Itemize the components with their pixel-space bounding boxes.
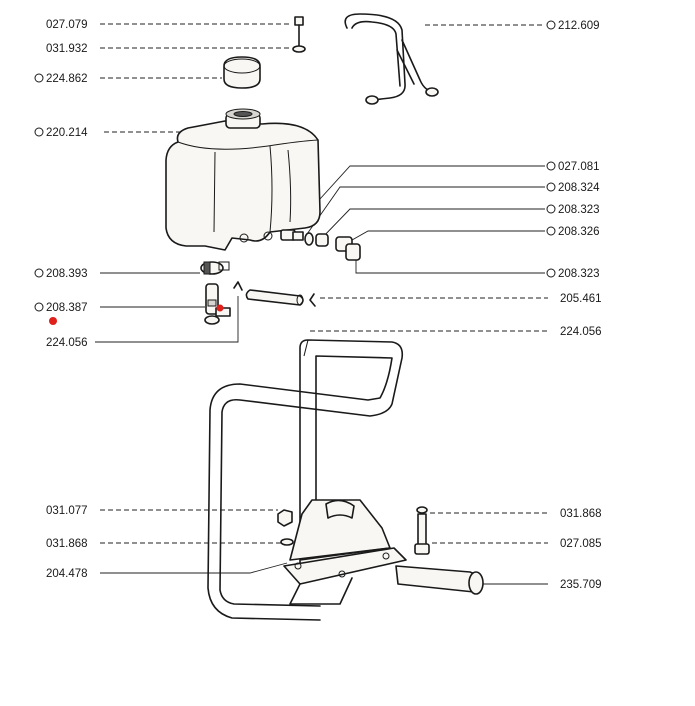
label-208324: 208.324 (558, 182, 600, 194)
label-208326: 208.326 (558, 226, 600, 238)
clamp-208393 (201, 262, 229, 274)
label-027079: 027.079 (46, 19, 88, 31)
fuel-tank-220214 (166, 109, 320, 250)
hose-205461 (246, 290, 315, 306)
label-208323-a: 208.323 (558, 204, 600, 216)
label-204478: 204.478 (46, 568, 88, 580)
label-212609: 212.609 (558, 20, 600, 32)
marker-dot (49, 317, 57, 325)
marker-dot (217, 305, 224, 312)
label-235709: 235.709 (560, 579, 602, 591)
label-031932: 031.932 (46, 43, 88, 55)
label-208387: 208.387 (46, 302, 88, 314)
label-031077: 031.077 (46, 505, 88, 517)
fitting-stack (281, 230, 360, 260)
label-208323-b: 208.323 (558, 268, 600, 280)
label-031868-left: 031.868 (46, 538, 88, 550)
label-027085: 027.085 (560, 538, 602, 550)
fuel-tap-208387 (205, 282, 242, 324)
mount-204478 (284, 500, 483, 604)
label-031868-right: 031.868 (560, 508, 602, 520)
cap-224862 (224, 57, 260, 88)
label-224056-left: 224.056 (46, 337, 88, 349)
label-224862: 224.862 (46, 73, 88, 85)
label-208393: 208.393 (46, 268, 88, 280)
label-027081: 027.081 (558, 161, 600, 173)
label-220214: 220.214 (46, 127, 88, 139)
label-224056-right: 224.056 (560, 326, 602, 338)
bracket-212609 (345, 14, 438, 104)
bolt-027079 (293, 17, 305, 52)
label-205461: 205.461 (560, 293, 602, 305)
